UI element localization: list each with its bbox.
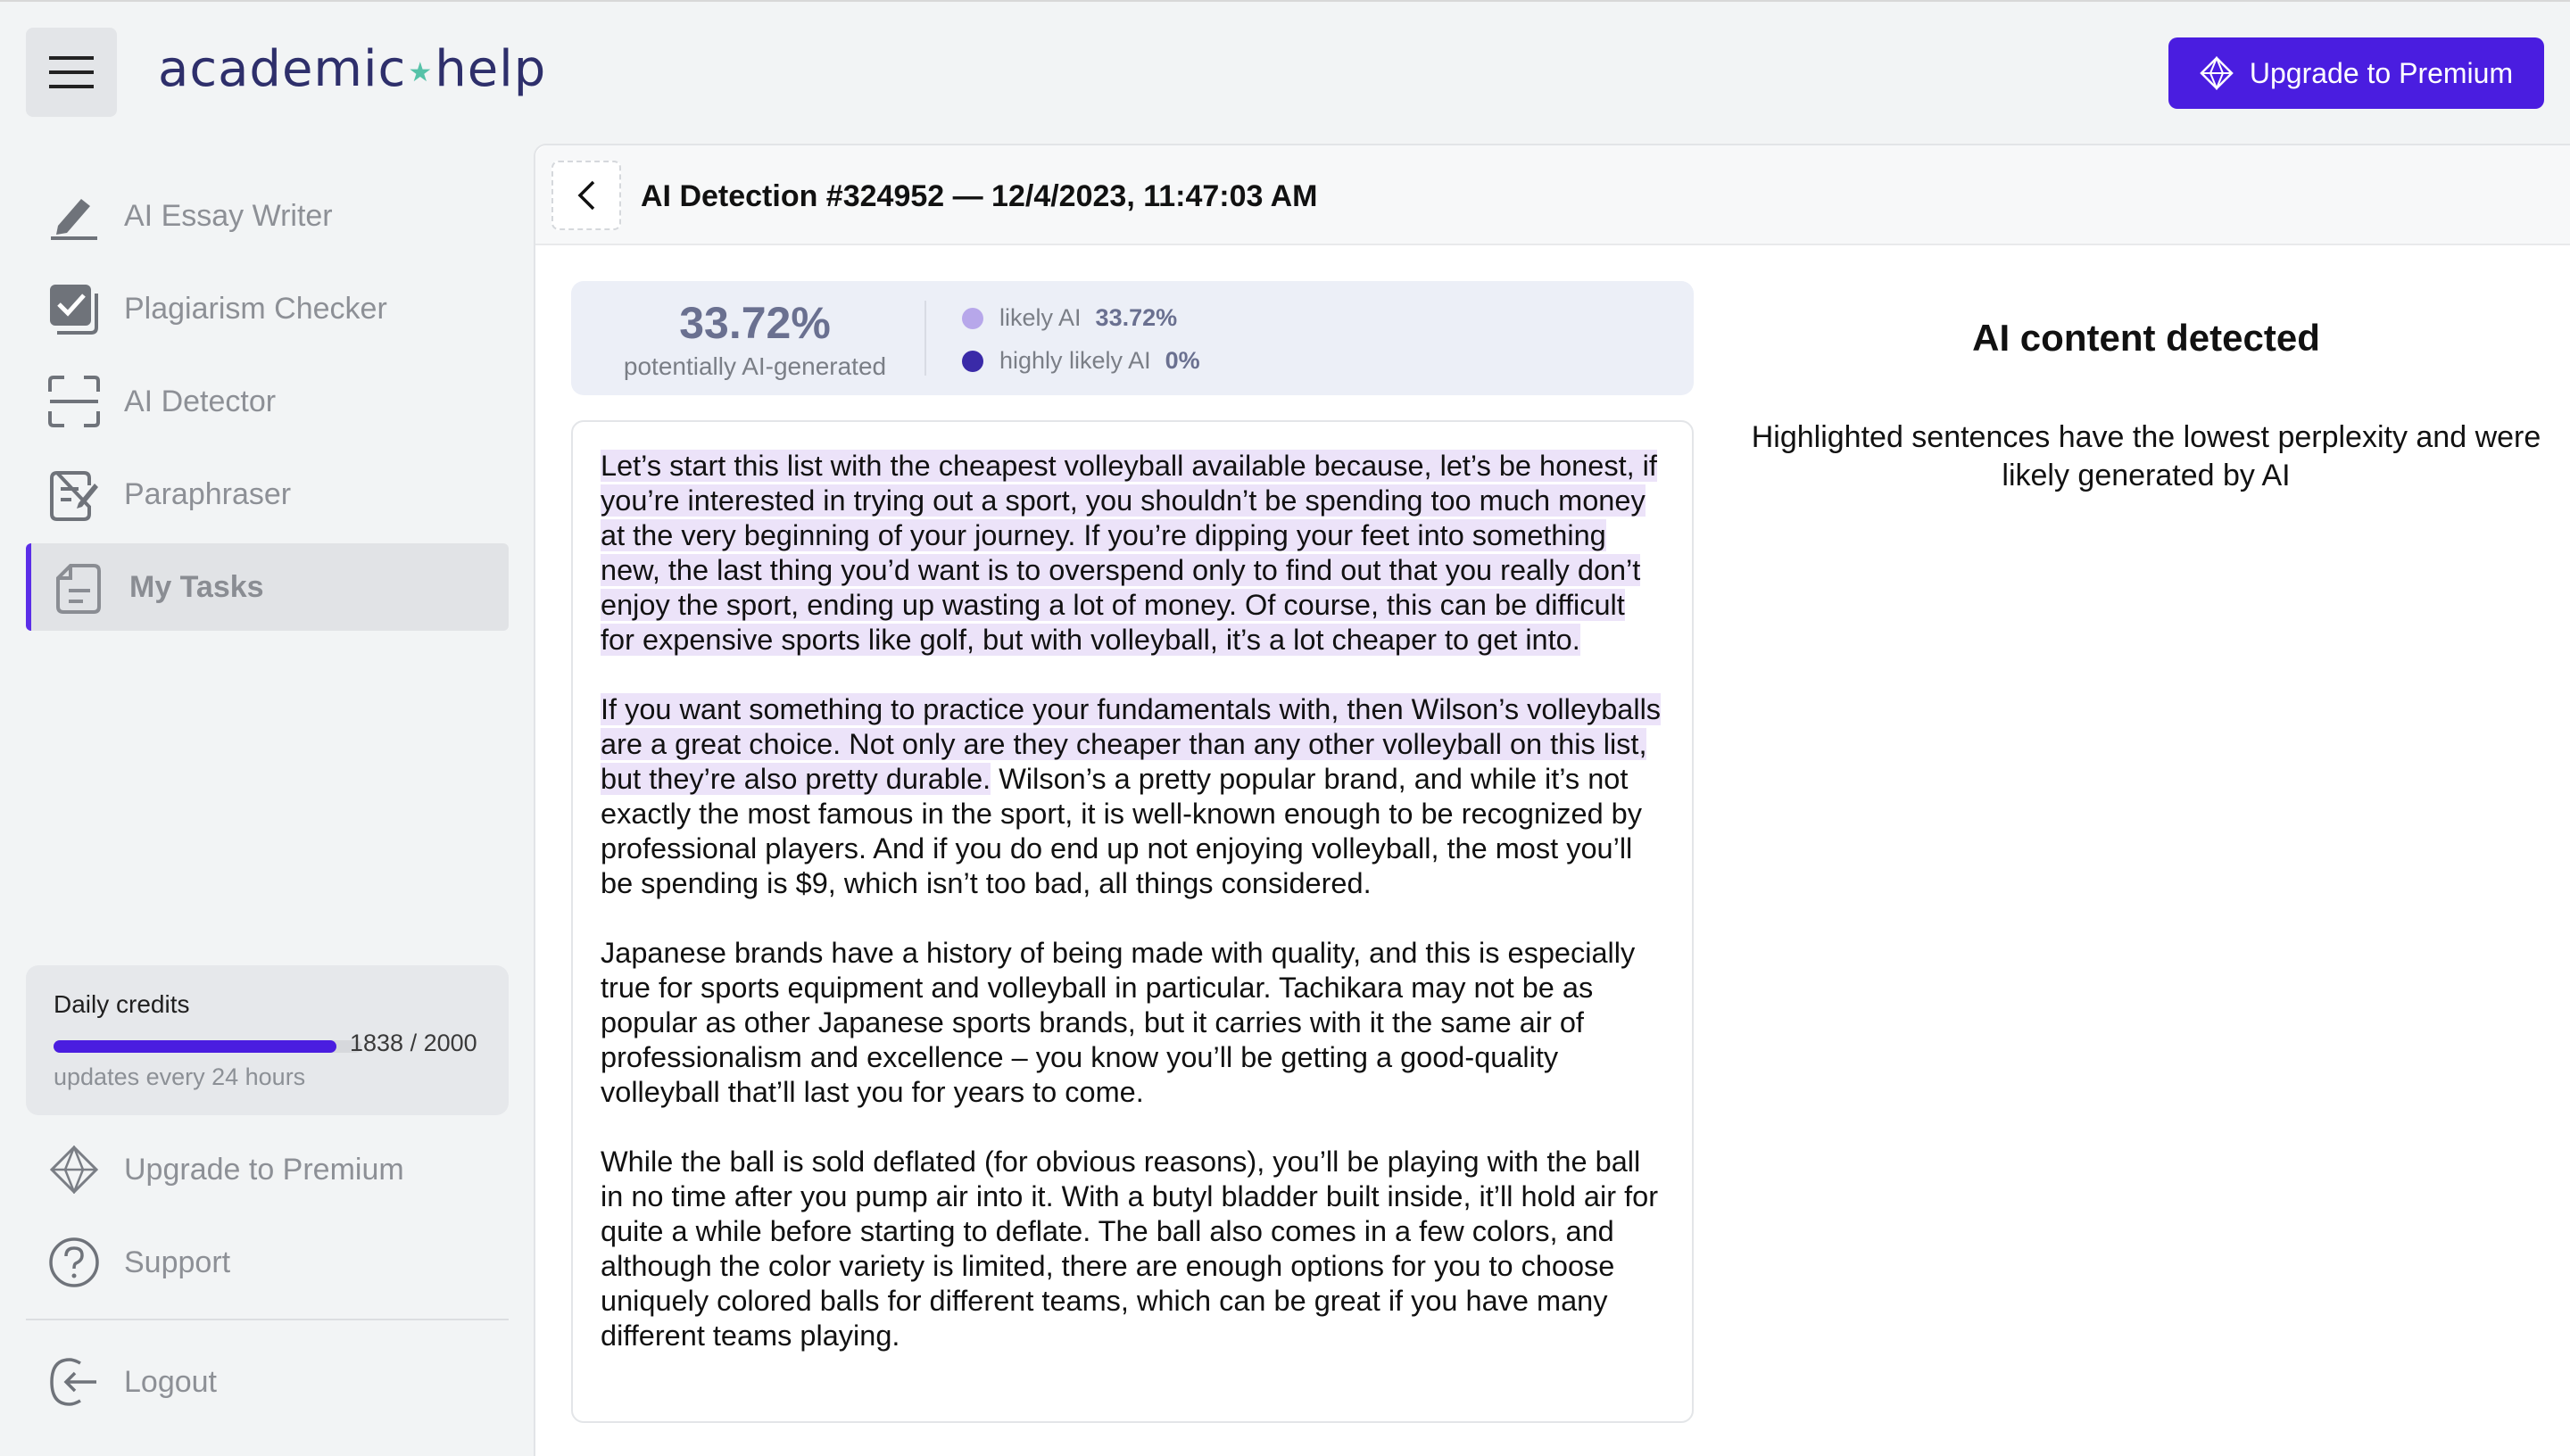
back-button[interactable] — [551, 161, 621, 230]
plain-sentence: Wilson’s a pretty popular brand, and while it’s not exactly the most famous in the sport, it is well-known enough to be recognized by professional players. And if you do end up not enjoying volleyball, the most you’ll be spending is $9, which isn’t too bad, all things considered. — [601, 763, 1643, 899]
upgrade-premium-button[interactable] — [2168, 37, 2544, 109]
sidebar-item-my-tasks[interactable] — [26, 543, 509, 631]
logout-icon — [42, 1356, 106, 1408]
plain-sentence: While the ball is sold deflated (for obvious reasons), you’ll be playing with the ball in no time after you pump air into it. With a butyl bladder built inside, it’ll hold air for quite a while before starting to deflate. The ball also comes in a few colors, and although the color variety is limited, there are enough options for you to choose uniquely colored balls for different teams, which can be great if you have many different teams playing. — [601, 1146, 1659, 1352]
stats-divider — [924, 301, 926, 376]
credits-progress-fill — [54, 1040, 336, 1053]
detection-header — [535, 145, 2570, 245]
result-description: Highlighted sentences have the lowest perplexity and were likely generated by AI — [1751, 420, 2541, 492]
diamond-icon — [2200, 56, 2234, 90]
sidebar-support[interactable] — [26, 1219, 509, 1306]
legend-highly-likely-ai — [962, 347, 1200, 375]
scan-icon — [42, 376, 106, 427]
pen-icon — [42, 192, 106, 240]
document-edit-icon — [42, 467, 106, 521]
plain-sentence: Japanese brands have a history of being made with quality, and this is especially true for sports equipment and volleyball in particular. Tachikara may not be as popular as other Japanese sports brands, but it carries with it the same air of professionalism and excellence – you know you’ll be getting a good-quality volleyball that’ll last you for years to come. — [601, 937, 1636, 1108]
highlighted-sentence: Let’s start this list with the cheapest volleyball available because, let’s be honest, if you’re interested in trying out a sport, you shouldn’t be spending too much money at the very beginning of your journey. If you’re dipping your feet into something new, the last thing you’d want is to overspend only to find out that you really don’t enjoy the sport, ending up wasting a lot of money. Of course, this can be difficult for expensive sports like golf, but with volleyball, it’s a lot cheaper to get into. — [601, 450, 1657, 656]
sidebar-item-ai-essay-writer[interactable] — [26, 172, 509, 260]
sidebar-item-label: AI Essay Writer — [124, 198, 333, 233]
detection-stats — [571, 281, 1694, 395]
legend-label: highly likely AI — [999, 347, 1151, 374]
page-title: AI Detection #324952 — 12/4/2023, 11:47:03 AM — [641, 179, 1318, 213]
text-paragraph — [601, 1145, 1662, 1353]
daily-credits-card — [26, 965, 509, 1115]
sidebar-item-label: AI Detector — [124, 384, 277, 418]
sidebar-upgrade-premium[interactable] — [26, 1126, 509, 1213]
legend-dot-likely — [962, 308, 983, 329]
hamburger-menu-button[interactable] — [26, 28, 117, 117]
hamburger-icon — [49, 56, 94, 88]
checkbox-icon — [42, 283, 106, 335]
analyzed-text-box[interactable] — [571, 420, 1694, 1423]
sidebar-logout[interactable] — [26, 1338, 509, 1426]
legend-likely-ai — [962, 304, 1177, 332]
analyzed-text — [601, 449, 1662, 1388]
help-circle-icon — [42, 1237, 106, 1288]
text-paragraph — [601, 936, 1662, 1110]
highlighted-sentence: If you want something to practice your fundamentals with, then Wilson’s volleyballs are a great choice. Not only are they cheaper than any other volleyball on this list, but they’re also pretty durable. — [601, 693, 1662, 795]
diamond-icon — [42, 1146, 106, 1194]
credits-progress-bar — [54, 1040, 361, 1053]
credits-note: updates every 24 hours — [54, 1063, 306, 1090]
sidebar-item-paraphraser[interactable] — [26, 451, 509, 538]
top-border — [0, 0, 2570, 2]
logo-text-left: academic — [158, 39, 407, 98]
detection-panel — [534, 144, 2570, 1456]
credits-count: 1838 / 2000 — [350, 1030, 477, 1056]
text-paragraph — [601, 692, 1662, 901]
sidebar-item-label: My Tasks — [129, 569, 264, 604]
sidebar-item-ai-detector[interactable] — [26, 358, 509, 445]
logo-star-icon: ★ — [408, 56, 434, 88]
legend-label: likely AI — [999, 304, 1082, 331]
upgrade-premium-label: Upgrade to Premium — [2249, 56, 2514, 89]
tasks-icon — [47, 560, 112, 614]
logo-text-right: help — [435, 39, 547, 98]
legend-value: 0% — [1165, 347, 1200, 374]
logo[interactable] — [158, 37, 546, 100]
sidebar-divider — [26, 1319, 509, 1320]
sidebar-item-label: Support — [124, 1245, 231, 1279]
sidebar-item-label: Paraphraser — [124, 476, 292, 511]
legend-value: 33.72% — [1095, 304, 1178, 331]
sidebar-item-label: Plagiarism Checker — [124, 291, 387, 326]
legend-dot-highly-likely — [962, 351, 983, 372]
sidebar-item-label: Upgrade to Premium — [124, 1152, 404, 1187]
sidebar-item-plagiarism-checker[interactable] — [26, 265, 509, 352]
ai-score: 33.72% — [679, 298, 831, 348]
result-title: AI content detected — [1972, 317, 2320, 359]
chevron-left-icon — [576, 180, 596, 211]
text-paragraph — [601, 449, 1662, 658]
sidebar-item-label: Logout — [124, 1364, 217, 1399]
ai-score-label: potentially AI-generated — [623, 352, 887, 380]
credits-title: Daily credits — [54, 990, 190, 1018]
